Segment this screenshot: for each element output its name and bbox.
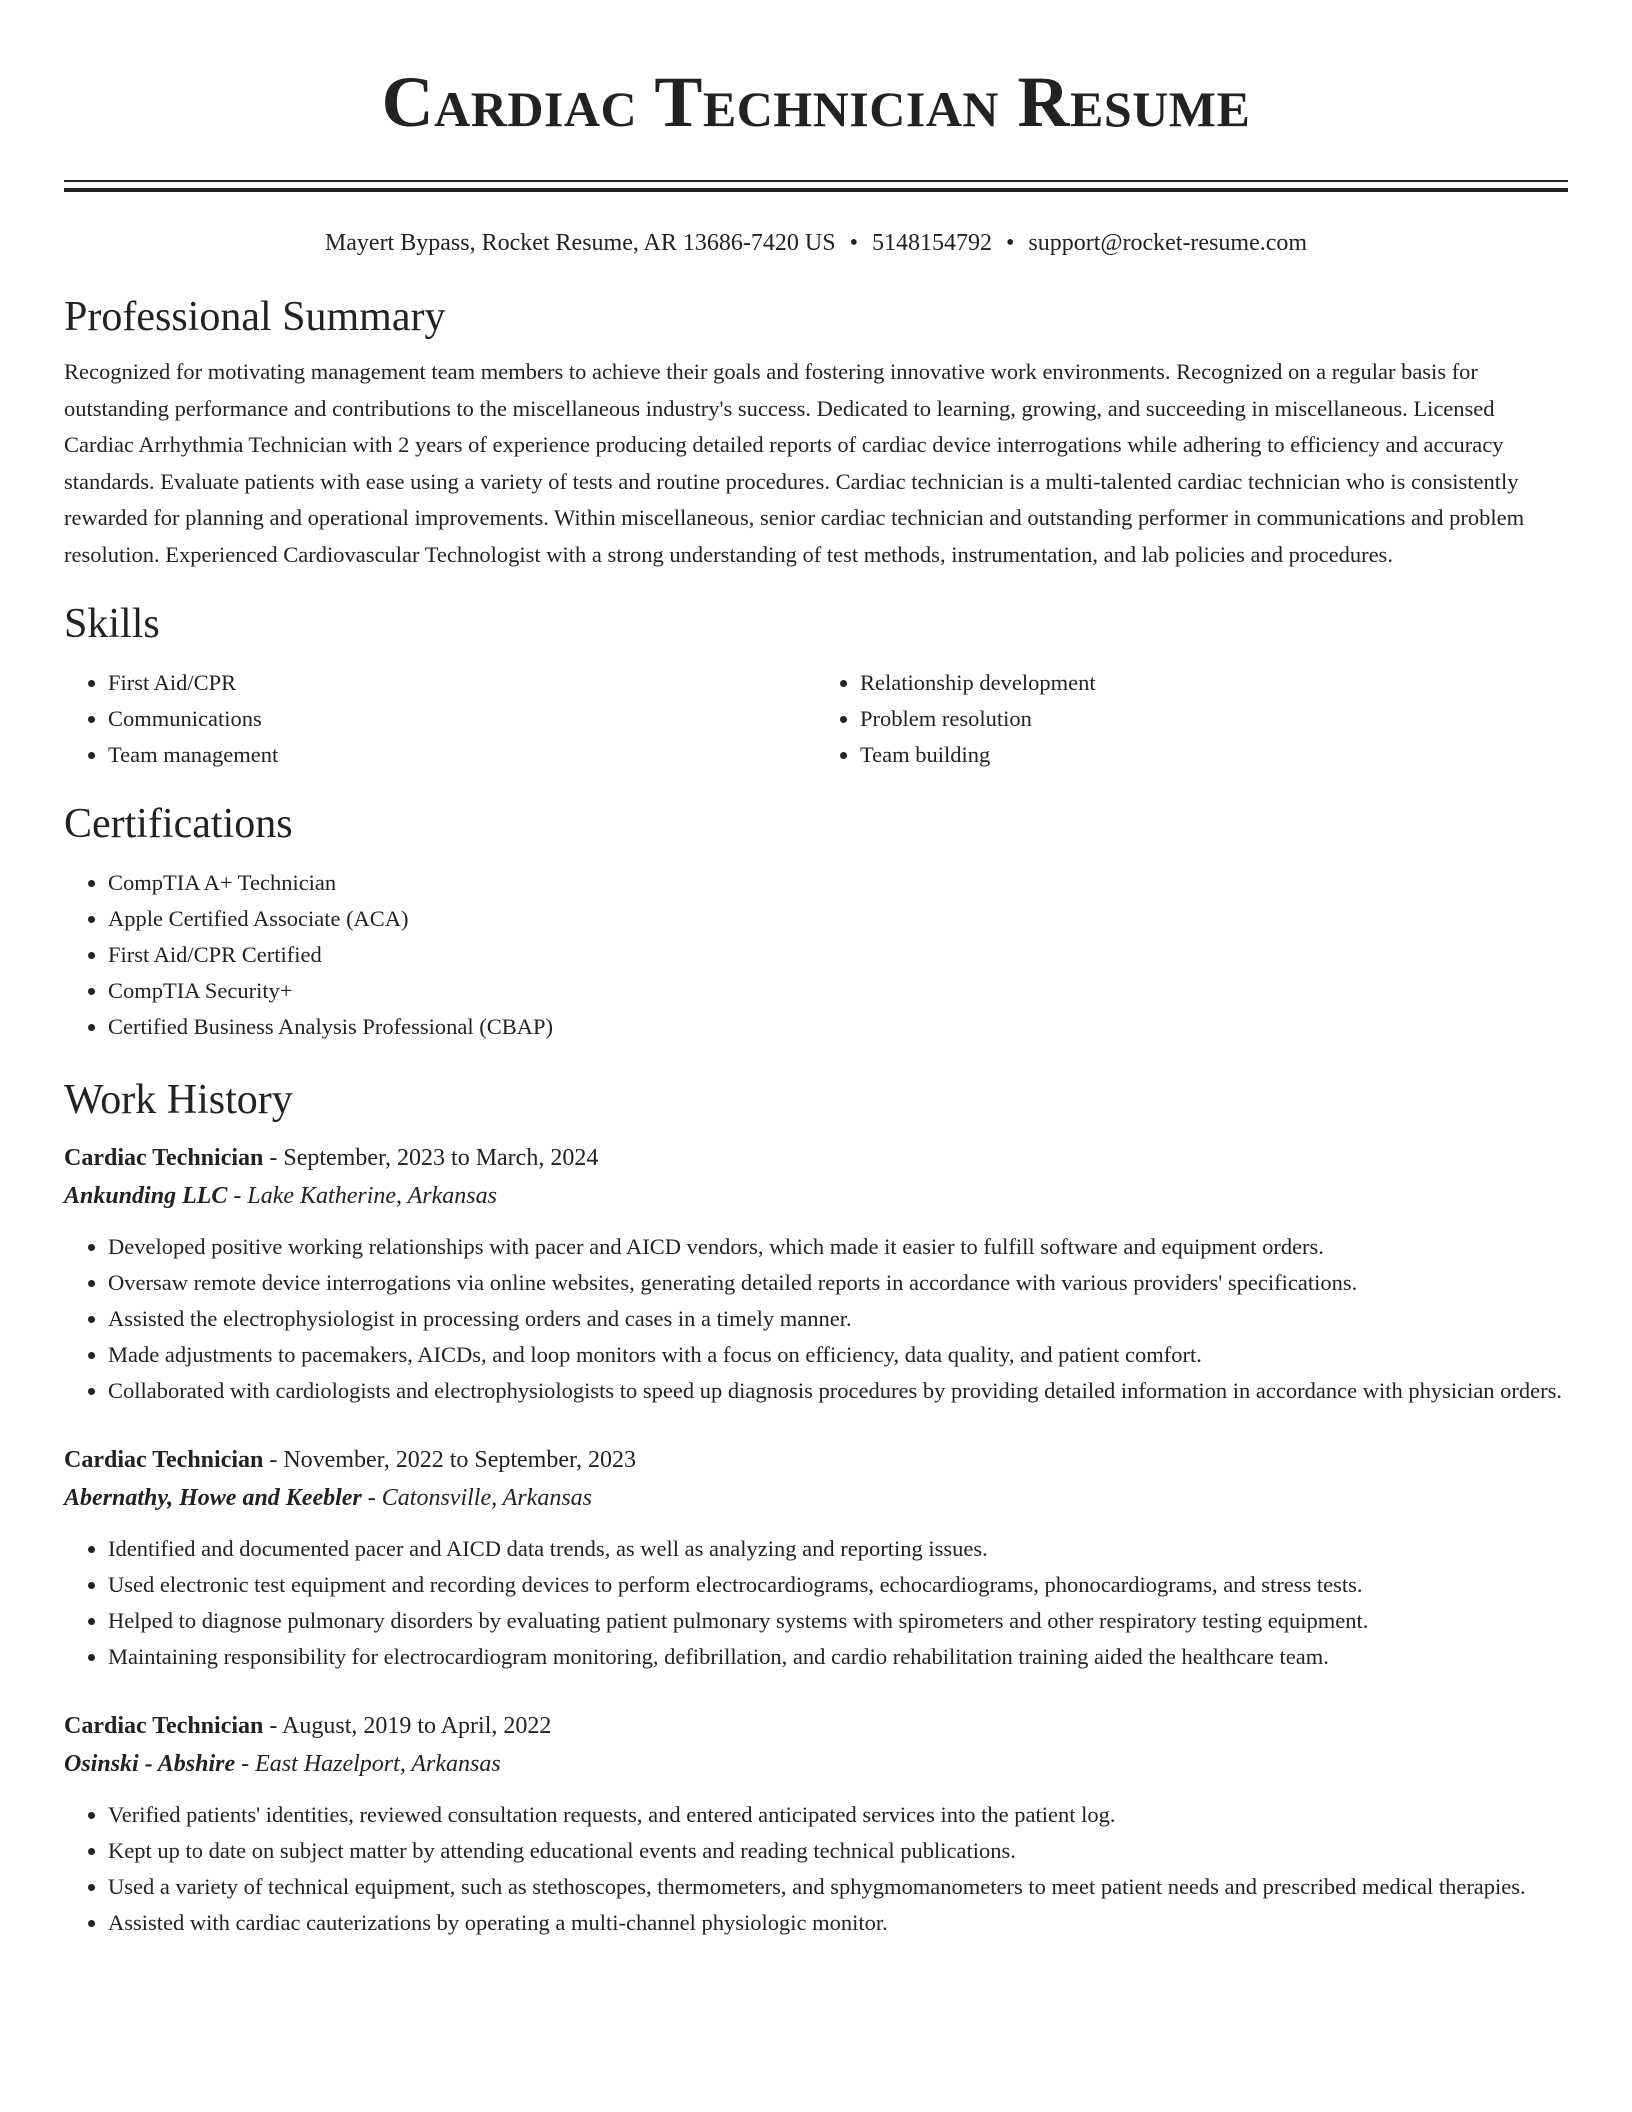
skills-columns [64,665,1568,773]
job-bullet: • Identified and documented pacer and AICD data trends, as well as analyzing and reporting issues. [108,1531,1568,1567]
skill-item: • Team building [860,737,1568,773]
job-title-line [64,1707,1568,1745]
job-title: Cardiac Technician [64,1145,264,1171]
job-bullet: • Assisted the electrophysiologist in processing orders and cases in a timely manner. [108,1301,1568,1337]
job-dates: - November, 2022 to September, 2023 [263,1447,637,1473]
job-bullet: • Kept up to date on subject matter by attending educational events and reading technical publications. [108,1833,1568,1869]
job-location: - Catonsville, Arkansas [361,1485,592,1511]
job-company: Osinski - Abshire [64,1751,236,1777]
bullet-separator: • [1005,230,1015,256]
job-bullet: • Developed positive working relationships with pacer and AICD vendors, which made it easier to fulfill software and equipment orders. [108,1229,1568,1265]
resume-title: Cardiac Technician Resume [381,62,1251,142]
certifications-heading: Certifications [64,801,293,847]
skills-right-list [816,665,1568,773]
certification-item: • Apple Certified Associate (ACA) [108,901,1568,937]
skills-left-list [64,665,816,773]
contact-email: support@rocket-resume.com [1028,230,1308,256]
job-org-line [64,1479,1568,1517]
skill-item: • Problem resolution [860,701,1568,737]
job-location: - Lake Katherine, Arkansas [227,1183,497,1209]
job-bullet: • Collaborated with cardiologists and electrophysiologists to speed up diagnosis procedures by providing detailed information in accordance with physician orders. [108,1373,1568,1409]
job-org-line [64,1177,1568,1215]
job-title-line [64,1441,1568,1479]
job-bullet: • Made adjustments to pacemakers, AICDs, and loop monitors with a focus on efficiency, data quality, and patient comfort. [108,1337,1568,1373]
job-title: Cardiac Technician [64,1447,264,1473]
title-rule-thick [64,188,1568,192]
job-entry [64,1441,1568,1675]
certification-item: • First Aid/CPR Certified [108,937,1568,973]
job-bullet: • Maintaining responsibility for electrocardiogram monitoring, defibrillation, and cardio rehabilitation training aided the healthcare team. [108,1639,1568,1675]
work-history-heading: Work History [64,1077,293,1123]
job-bullets [64,1531,1568,1675]
job-bullet: • Verified patients' identities, reviewed consultation requests, and entered anticipated services into the patient log. [108,1797,1568,1833]
job-bullet: • Used electronic test equipment and recording devices to perform electrocardiograms, echocardiograms, phonocardiograms, and stress tests. [108,1567,1568,1603]
title-rule-thin [64,180,1568,182]
contact-address: Mayert Bypass, Rocket Resume, AR 13686-7420 US [324,230,836,256]
job-bullet: • Oversaw remote device interrogations via online websites, generating detailed reports in accordance with various providers' specifications. [108,1265,1568,1301]
skill-item: • Team management [108,737,816,773]
bullet-separator: • [849,230,858,256]
job-title: Cardiac Technician [64,1713,264,1739]
job-dates: - August, 2019 to April, 2022 [263,1713,552,1739]
skill-item: • Relationship development [860,665,1568,701]
skills-heading: Skills [64,601,160,647]
certification-item: • CompTIA A+ Technician [108,865,1568,901]
certification-item: • Certified Business Analysis Professional (CBAP) [108,1009,1568,1045]
job-dates: - September, 2023 to March, 2024 [263,1145,599,1171]
job-bullet: • Assisted with cardiac cauterizations by operating a multi-channel physiologic monitor. [108,1905,1568,1941]
certifications-list [64,865,1568,1045]
job-entry [64,1707,1568,1941]
skill-item: • Communications [108,701,816,737]
certification-item: • CompTIA Security+ [108,973,1568,1009]
summary-heading: Professional Summary [64,294,446,340]
job-company: Abernathy, Howe and Keebler [64,1485,362,1511]
job-bullet: • Used a variety of technical equipment, such as stethoscopes, thermometers, and sphygmomanometers to meet patient needs and prescribed medical therapies. [108,1869,1568,1905]
summary-text: Recognized for motivating management team members to achieve their goals and fostering innovative work environments. Recognized on a regular basis for outstanding performance and contributions to the miscellaneous industry's success. Dedicated to learning, growing, and succeeding in miscellaneous. Licensed Cardiac Arrhythmia Technician with 2 years of experience producing detailed reports of cardiac device interrogations while adhering to efficiency and accuracy standards. Evaluate patients with ease using a variety of tests and routine procedures. Cardiac technician is a multi-talented cardiac technician who is consistently rewarded for planning and operational improvements. Within miscellaneous, senior cardiac technician and outstanding performer in communications and problem resolution. Experienced Cardiovascular Technologist with a strong understanding of test methods, instrumentation, and lab policies and procedures. [64,359,1525,567]
job-org-line [64,1745,1568,1783]
job-bullets [64,1229,1568,1409]
job-company: Ankunding LLC [64,1183,228,1209]
skill-item: • First Aid/CPR [108,665,816,701]
contact-line [64,228,1568,258]
job-bullet: • Helped to diagnose pulmonary disorders by evaluating patient pulmonary systems with spirometers and other respiratory testing equipment. [108,1603,1568,1639]
contact-phone: 5148154792 [871,230,992,256]
job-location: - East Hazelport, Arkansas [235,1751,501,1777]
job-entry [64,1139,1568,1409]
job-title-line [64,1139,1568,1177]
job-bullets [64,1797,1568,1941]
